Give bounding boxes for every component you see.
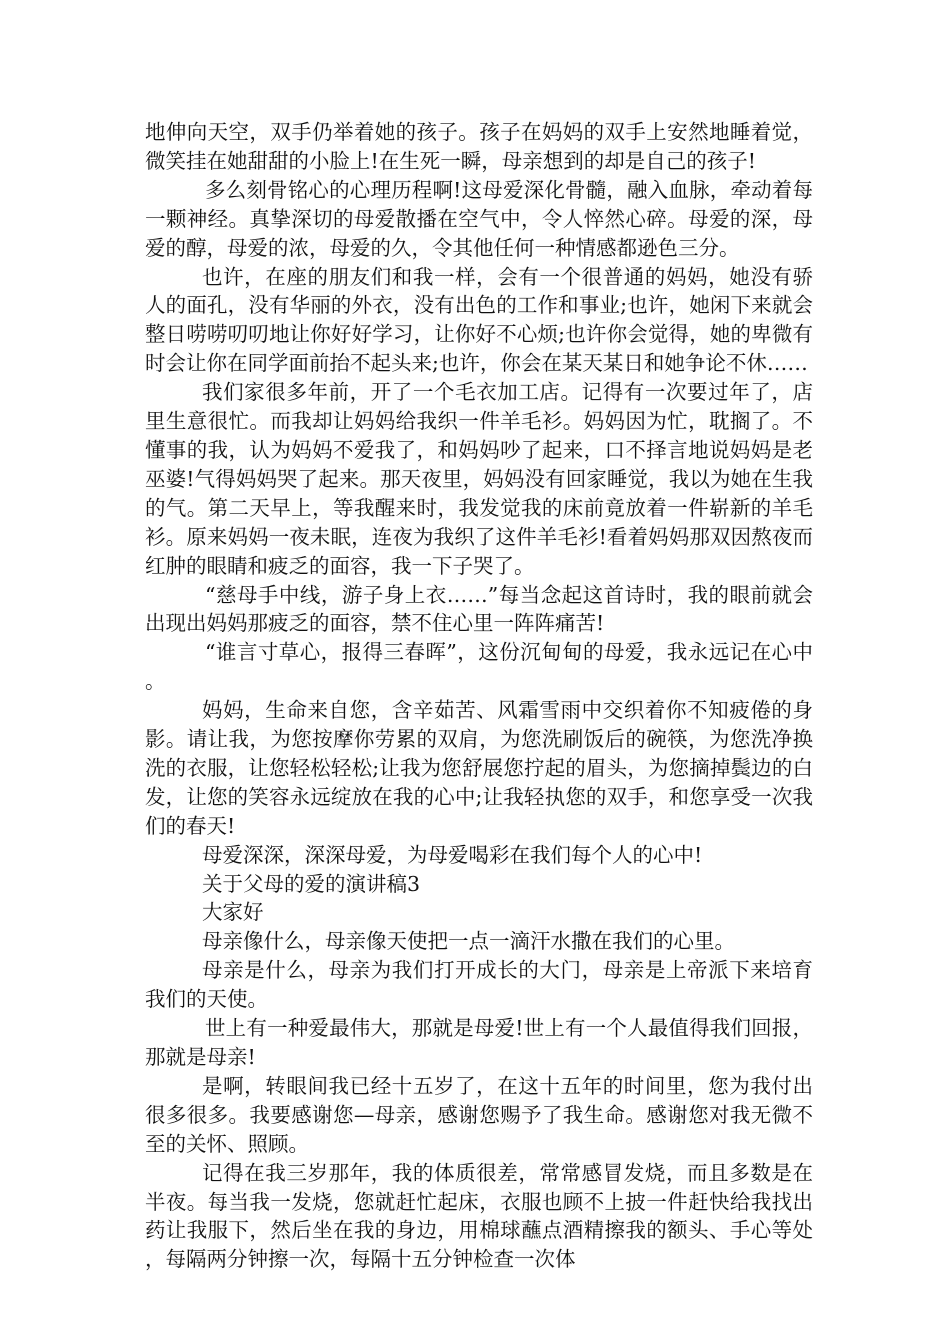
paragraph-2: 多么刻骨铭心的心理历程啊!这母爱深化骨髓，融入血脉，牵动着每一颗神经。真挚深切的母爱散播在空气中，令人悴然心碎。母爱的深，母爱的醇，母爱的浓，母爱的久，令其他任何一种情感都逊色三分。 [145,177,813,260]
greeting: 大家好 [202,900,264,925]
paragraph-4: 我们家很多年前，开了一个毛衣加工店。记得有一次要过年了，店里生意很忙。而我却让妈妈给我织一件羊毛衫。妈妈因为忙，耽搁了。不懂事的我，认为妈妈不爱我了，和妈妈吵了起来，口不择言地说妈妈是老巫婆!气得妈妈哭了起来。那天夜里，妈妈没有回家睡觉，我以为她在生我的气。第二天早上，等我醒来时，我发觉我的床前竟放着一件崭新的羊毛衫。原来妈妈一夜未眠，连夜为我织了这件羊毛衫!看着妈妈那双因熬夜而红肿的眼睛和疲乏的面容，我一下子哭了。 [145,380,813,578]
paragraph-14: 是啊，转眼间我已经十五岁了，在这十五年的时间里，您为我付出很多很多。我要感谢您—母亲，感谢您赐予了我生命。感谢您对我无微不至的关怀、照顾。 [145,1073,813,1156]
paragraph-1: 地伸向天空，双手仍举着她的孩子。孩子在妈妈的双手上安然地睡着觉，微笑挂在她甜甜的小脸上!在生死一瞬，母亲想到的却是自己的孩子! [145,120,813,173]
paragraph-11: 母亲像什么，母亲像天使把一点一滴汗水撒在我们的心里。 [202,929,735,954]
document-page [145,118,813,1274]
paragraph-13: 世上有一种爱最伟大，那就是母爱!世上有一个人最值得我们回报，那就是母亲! [145,1016,813,1069]
paragraph-5: “慈母手中线，游子身上衣……”每当念起这首诗时，我的眼前就会出现出妈妈那疲乏的面容，禁不住心里一阵阵痛苦! [145,582,813,636]
section-heading: 关于父母的爱的演讲稿3 [202,871,421,896]
paragraph-15: 记得在我三岁那年，我的体质很差，常常感冒发烧，而且多数是在半夜。每当我一发烧，您就赶忙起床，衣服也顾不上披一件赶快给我找出药让我服下，然后坐在我的身边，用棉球蘸点酒精擦我的额头、手心等处，每隔两分钟擦一次，每隔十五分钟检查一次体 [145,1160,813,1272]
paragraph-12: 母亲是什么，母亲为我们打开成长的大门，母亲是上帝派下来培育我们的天使。 [145,958,813,1012]
paragraph-7: 妈妈，生命来自您，含辛茹苦、风霜雪雨中交织着你不知疲倦的身影。请让我，为您按摩你劳累的双肩，为您洗刷饭后的碗筷，为您洗净换洗的衣服，让您轻松轻松;让我为您舒展您拧起的眉头，为您摘掉鬓边的白发，让您的笑容永远绽放在我的心中;让我轻执您的双手，和您享受一次我们的春天! [145,698,813,838]
paragraph-3: 也许，在座的朋友们和我一样，会有一个很普通的妈妈，她没有骄人的面孔，没有华丽的外衣，没有出色的工作和事业;也许，她闲下来就会整日唠唠叨叨地让你好好学习，让你好不心烦;也许你会觉得，她的卑微有时会让你在同学面前抬不起头来;也许，你会在某天某日和她争论不休…… [145,264,813,376]
paragraph-8: 母爱深深，深深母爱，为母爱喝彩在我们每个人的心中! [202,842,703,867]
paragraph-6: “谁言寸草心，报得三春晖”，这份沉甸甸的母爱，我永远记在心中。 [145,640,813,694]
